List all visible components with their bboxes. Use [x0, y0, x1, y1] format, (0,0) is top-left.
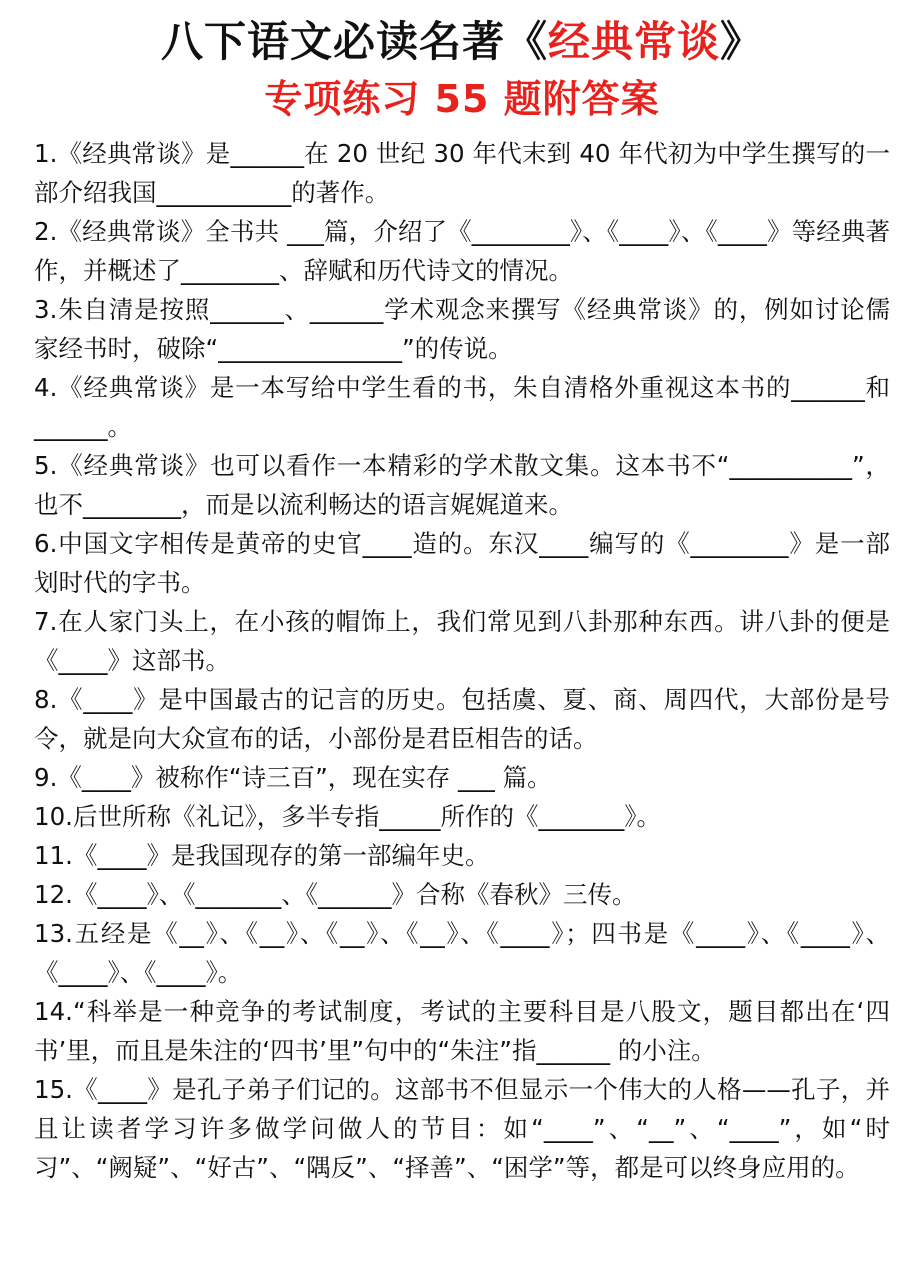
page-title — [34, 14, 890, 70]
page-subtitle: 专项练习 55 题附答案 — [264, 77, 660, 121]
question-item: 11.《____》是我国现存的第一部编年史。 — [34, 841, 490, 870]
question-item: 9.《____》被称作“诗三百”，现在实存 ___ 篇。 — [34, 763, 552, 792]
question-item: 2.《经典常谈》全书共 ___篇，介绍了《________》、《____》、《____》等经典著作，并概述了________、辞赋和历代诗文的情况。 — [34, 217, 890, 285]
title-suffix: 》 — [720, 17, 764, 66]
question-item: 1.《经典常谈》是______在 20 世纪 30 年代末到 40 年代初为中学生撰写的一部介绍我国___________的著作。 — [34, 139, 890, 207]
question-item: 3.朱自清是按照______、______学术观念来撰写《经典常谈》的，例如讨论儒家经书时，破除“_______________”的传说。 — [34, 295, 890, 363]
question-item: 12.《____》、《_______、《______》合称《春秋》三传。 — [34, 880, 637, 909]
question-item: 13.五经是《__》、《__》、《__》、《__》、《____》；四书是《____》、《____》、《____》、《____》。 — [34, 919, 890, 987]
title-prefix: 八下语文必读名著《 — [160, 17, 548, 66]
title-book-name: 经典常谈 — [547, 17, 720, 66]
question-item: 15.《____》是孔子弟子们记的。这部书不但显示一个伟大的人格——孔子，并且让读者学习许多做学问做人的节目：如“____”、“__”、“____”，如“时习”、“阙疑”、“好古”、“隅反”、“择善”、“困学”等，都是可以终身应用的。 — [34, 1075, 890, 1182]
question-item: 5.《经典常谈》也可以看作一本精彩的学术散文集。这本书不“__________”，也不________，而是以流利畅达的语言娓娓道来。 — [34, 451, 890, 519]
question-item: 4.《经典常谈》是一本写给中学生看的书，朱自清格外重视这本书的______和______。 — [34, 373, 890, 441]
question-item: 7.在人家门头上，在小孩的帽饰上，我们常见到八卦那种东西。讲八卦的便是《____》这部书。 — [34, 607, 890, 675]
question-list — [34, 134, 890, 1187]
question-item: 8.《____》是中国最古的记言的历史。包括虞、夏、商、周四代，大部份是号令，就是向大众宣布的话，小部份是君臣相告的话。 — [34, 685, 890, 753]
question-item: 14.“科举是一种竞争的考试制度，考试的主要科目是八股文，题目都出在‘四书’里，而且是朱注的‘四书’里”句中的“朱注”指______ 的小注。 — [34, 997, 890, 1065]
question-item: 10.后世所称《礼记》，多半专指_____所作的《_______》。 — [34, 802, 661, 831]
question-item: 6.中国文字相传是黄帝的史官____造的。东汉____编写的《________》是一部划时代的字书。 — [34, 529, 890, 597]
